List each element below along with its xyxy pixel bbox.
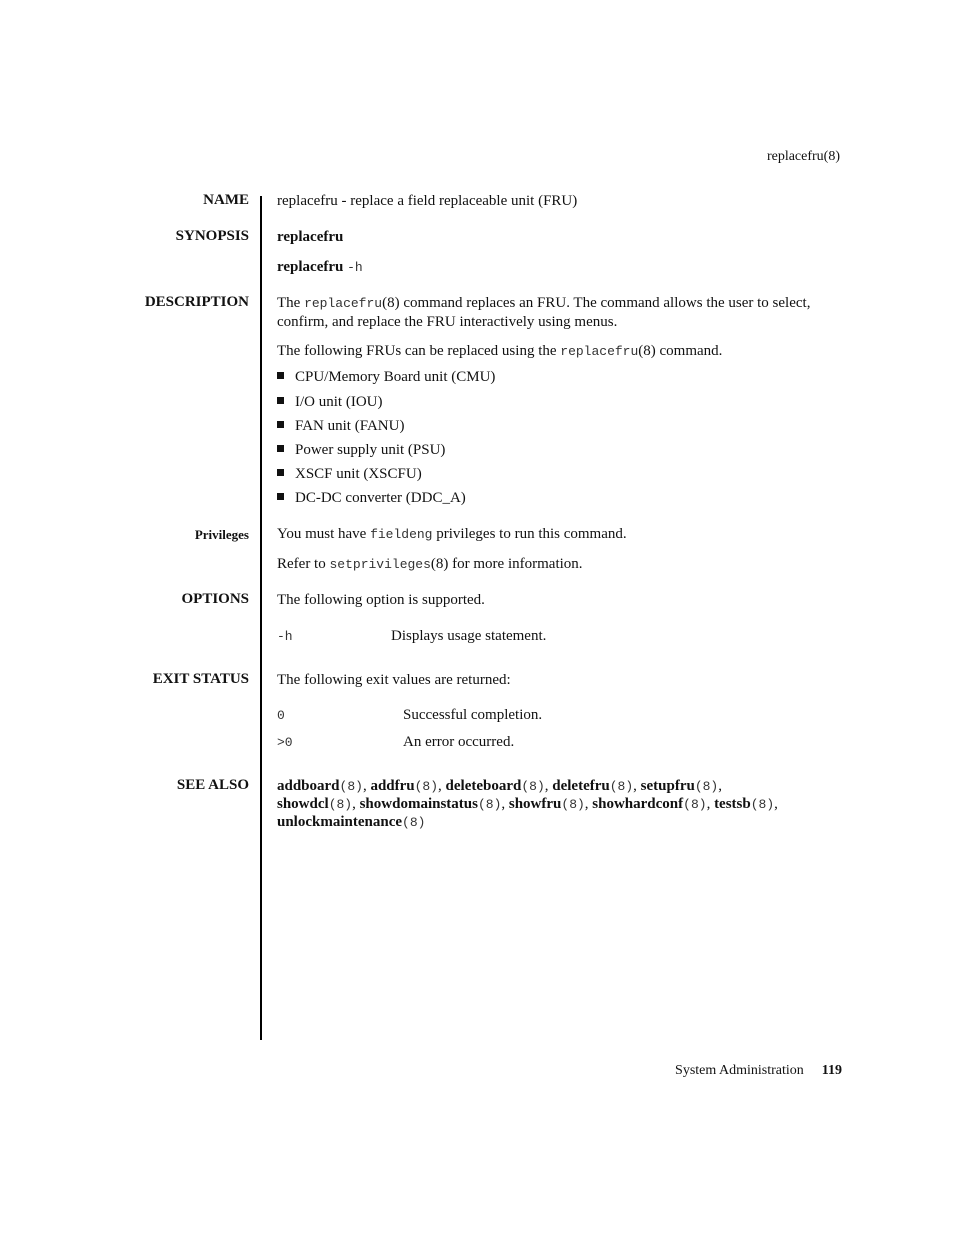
ref-section: (8) <box>609 779 634 794</box>
exit-value-code: 0 <box>277 708 285 723</box>
bullet-icon <box>277 397 284 404</box>
list-item <box>277 394 382 411</box>
list-item-text: FAN unit (FANU) <box>295 418 405 434</box>
text-run: (8) command. <box>638 343 723 359</box>
ref-separator: , <box>718 778 722 794</box>
see-also-label: SEE ALSO <box>176 777 249 793</box>
synopsis-option: -h <box>347 260 363 275</box>
ref-separator: , <box>633 778 641 794</box>
list-item-text: CPU/Memory Board unit (CMU) <box>295 369 496 385</box>
see-also-line-3 <box>277 813 842 832</box>
bullet-icon <box>277 493 284 500</box>
privileges-paragraph-2 <box>277 555 842 574</box>
inline-code: replacefru <box>560 344 639 359</box>
running-header: replacefru(8) <box>766 149 840 164</box>
ref-command: deletefru <box>552 778 610 794</box>
list-item <box>277 490 466 507</box>
page-number: 119 <box>821 1063 842 1078</box>
see-also-line-1 <box>277 777 842 796</box>
margin-rule <box>260 196 262 1040</box>
inline-code: replacefru <box>304 296 383 311</box>
list-item <box>277 418 404 435</box>
ref-command: addboard <box>277 778 340 794</box>
description-paragraph-1 <box>277 294 842 331</box>
ref-section: (8) <box>521 779 545 794</box>
ref-separator: , <box>584 796 593 812</box>
ref-command: setupfru <box>640 778 695 794</box>
ref-separator: , <box>501 796 509 812</box>
privileges-label: Privileges <box>194 527 249 542</box>
ref-command: showfru <box>508 796 562 812</box>
ref-separator: , <box>774 796 778 812</box>
ref-section: (8) <box>414 779 439 794</box>
option-flag: -h <box>277 629 293 644</box>
text-run: You must have <box>277 526 371 542</box>
synopsis-line-1 <box>277 228 842 246</box>
list-item-text: DC-DC converter (DDC_A) <box>295 490 466 506</box>
name-label: NAME <box>203 192 249 208</box>
synopsis-command: replacefru <box>277 259 344 275</box>
synopsis-line-2 <box>277 258 842 277</box>
exit-value-code: >0 <box>277 735 293 750</box>
list-item-text: Power supply unit (PSU) <box>295 442 446 458</box>
list-item <box>277 369 495 386</box>
options-label: OPTIONS <box>181 591 249 607</box>
inline-code: fieldeng <box>370 527 433 542</box>
ref-command: showdcl <box>277 796 329 812</box>
description-paragraph-2 <box>277 342 842 361</box>
synopsis-command: replacefru <box>277 229 344 245</box>
see-also-line-2 <box>277 795 842 814</box>
text-run: The following FRUs can be replaced using the <box>277 343 561 359</box>
bullet-icon <box>277 469 284 476</box>
ref-command: deleteboard <box>445 778 522 794</box>
page-footer <box>675 1063 842 1079</box>
text-run: The <box>277 295 305 311</box>
text-run: (8) for more information. <box>430 556 583 572</box>
list-item <box>277 442 445 459</box>
bullet-icon <box>277 421 284 428</box>
bullet-icon <box>277 445 284 452</box>
exit-status-intro: The following exit values are returned: <box>277 672 511 688</box>
ref-section: (8) <box>683 797 707 812</box>
bullet-icon <box>277 372 284 379</box>
ref-section: (8) <box>561 797 585 812</box>
ref-command: showdomainstatus <box>359 796 478 812</box>
name-text: replacefru - replace a field replaceable unit (FRU) <box>277 193 578 209</box>
ref-separator: , <box>352 796 360 812</box>
ref-section: (8) <box>694 779 719 794</box>
ref-section: (8) <box>339 779 363 794</box>
ref-separator: , <box>706 796 715 812</box>
ref-separator: , <box>438 778 446 794</box>
list-item-text: XSCF unit (XSCFU) <box>295 466 422 482</box>
inline-code: setprivileges <box>329 557 431 572</box>
ref-section: (8) <box>477 797 502 812</box>
privileges-paragraph-1 <box>277 525 842 544</box>
ref-separator: , <box>544 778 553 794</box>
options-intro: The following option is supported. <box>277 592 485 608</box>
ref-command: testsb <box>714 796 751 812</box>
exit-value-description: An error occurred. <box>403 734 515 750</box>
text-run: Refer to <box>277 556 330 572</box>
synopsis-label: SYNOPSIS <box>175 228 249 244</box>
footer-section-name: System Administration <box>675 1063 804 1078</box>
text-run: (8) command replaces an FRU. The command allows the user to select, confirm, and replace the FRU interactively using menus. <box>277 295 811 330</box>
exit-status-label: EXIT STATUS <box>152 671 249 687</box>
ref-command: addfru <box>370 778 415 794</box>
exit-value-description: Successful completion. <box>403 707 543 723</box>
ref-command: showhardconf <box>592 796 684 812</box>
list-item-text: I/O unit (IOU) <box>295 394 383 410</box>
text-run: privileges to run this command. <box>432 526 627 542</box>
ref-command: unlockmaintenance <box>277 814 403 830</box>
description-label: DESCRIPTION <box>144 294 249 310</box>
ref-separator: , <box>362 778 371 794</box>
ref-section: (8) <box>750 797 775 812</box>
list-item <box>277 466 422 483</box>
ref-section: (8) <box>402 815 426 830</box>
option-description: Displays usage statement. <box>391 628 547 644</box>
ref-section: (8) <box>328 797 353 812</box>
